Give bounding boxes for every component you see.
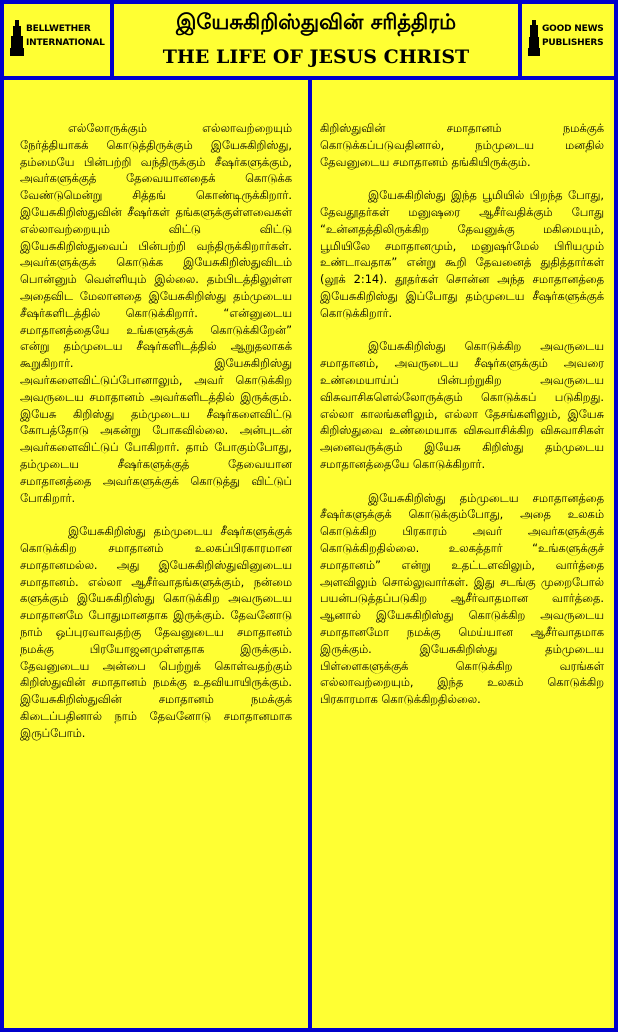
right-column — [312, 80, 614, 1028]
bellwether-logo — [4, 4, 110, 76]
good-news-line2: PUBLISHERS — [542, 38, 604, 48]
good-news-publishers-logo — [522, 4, 614, 76]
title-box — [114, 4, 518, 76]
page-title-english: THE LIFE OF JESUS CHRIST — [162, 46, 470, 68]
page-title-tamil: இயேசுகிறிஸ்துவின் சரித்திரம் — [175, 10, 457, 34]
lamp-figure-icon — [528, 18, 540, 58]
right-column-text — [320, 120, 604, 725]
good-news-line1: GOOD NEWS — [542, 24, 604, 34]
bellwether-logo-text — [26, 22, 105, 50]
paragraph: எல்லோருக்கும் எல்லாவற்றையும் நேர்த்தியாகக் கொடுத்திருக்கும் இயேசுகிறிஸ்து, தம்மையே பின்பற்றி வந்திருக்கும் சீஷர்களுக்கும், அவர்களுக்குத் தேவையானதைக் கொடுக்க வேண்டுமென்று சித்தங் கொண்டிருக்கிறார். இயேசுகிறிஸ்துவின் சீஷர்கள் தங்களுக்குள்ளவைகள் எல்லாவற்றையும் விட்டு விட்டு இயேசுகிறிஸ்துவைப் பின்பற்றி வந்திருக்கிறார்கள். அவர்களுக்குக் கொடுக்க இயேசுகிறிஸ்துவிடம் பொன்னும் வெள்ளியும் இல்லை. தம்பிடத்திலுள்ள அதைவிட மேலானதை இயேசுகிறிஸ்து தம்முடைய சீஷர்களிடத்தில் கொடுக்கிறார். “என்னுடைய சமாதானத்தையே உங்களுக்குக் கொடுக்கிறேன்” என்று தம்முடைய சீஷர்களிடத்தில் ஆறுதலாகக் கூறுகிறார். இயேசுகிறிஸ்து அவர்களைவிட்டுப்போனாலும், அவர் கொடுக்கிற அவருடைய சமாதானம் அவர்களிடத்தில் இருக்கும். இயேசு கிறிஸ்து தம்முடைய சீஷர்களைவிட்டு கோபத்தோடு அகன்று போகவில்லை. அன்புடன் அவர்களைவிட்டுப் போகிறார். தாம் போகும்போது, தம்முடைய சீஷர்களுக்குத் தேவையான சமாதானத்தை அவர்களுக்குக் கொடுத்து விட்டுப் போகிறார். — [20, 121, 292, 505]
sheep-figure-icon — [10, 18, 24, 58]
paragraph: இயேசுகிறிஸ்து கொடுக்கிற அவருடைய சமாதானம், அவருடைய சீஷர்களுக்கும் அவரை உண்மையாய்ப் பின்பற்றுகிற அவருடைய விசுவாசிகளெல்லோருக்கும் கொடுக்கப் படுகிறது. எல்லா காலங்களிலும், எல்லா தேசங்களிலும், இயேசு கிறிஸ்துவை உண்மையாக விசுவாசிக்கிற விசுவாசிகள் அனைவருக்கும் இயேசு கிறிஸ்து தம்முடைய சமாதானத்தையே கொடுக்கிறார். — [320, 339, 604, 471]
good-news-logo-text — [542, 22, 604, 50]
bellwether-line1: BELLWETHER — [26, 24, 91, 34]
left-column-text — [20, 120, 292, 758]
paragraph: இயேசுகிறிஸ்து தம்முடைய சீஷர்களுக்குக் கொடுக்கிற சமாதானம் உலகப்பிரகாரமான சமாதானமல்ல. அது இயேசுகிறிஸ்துவினுடைய சமாதானம். எல்லா ஆசீர்வாதங்களுக்கும், நன்மை களுக்கும் இயேசுகிறிஸ்து கொடுக்கிற அவருடைய சமாதானமே போதுமானதாக இருக்கும். தேவனோடு நாம் ஒப்புரவாவதற்கு தேவனுடைய சமாதானம் நமக்கு பிரயோஜனமுள்ளதாக இருக்கும். தேவனுடைய அன்பை பெற்றுக் கொள்வதற்கும் கிறிஸ்துவின் சமாதானம் நமக்கு உதவியாயிருக்கும். இயேசுகிறிஸ்துவின் சமாதானம் நமக்குக் கிடைப்பதினால் நாம் தேவனோடு சமாதானமாக இருப்போம். — [20, 524, 292, 740]
paragraph: இயேசுகிறிஸ்து தம்முடைய சமாதானத்தை சீஷர்களுக்குக் கொடுக்கும்போது, அதை உலகம் கொடுக்கிற பிரகாரம் அவர் அவர்களுக்குக் கொடுக்கிறதில்லை. உலகத்தார் “உங்களுக்குச் சமாதானம்” என்று உதட்டளவிலும், வார்த்தை அளவிலும் சொல்லுவார்கள். இது சடங்கு முறைபோல் பயன்படுத்தப்படுகிற ஆசீர்வாதமான வார்த்தை. ஆனால் இயேசுகிறிஸ்து கொடுக்கிற அவருடைய சமாதானமோ நமக்கு மெய்யான ஆசீர்வாதமாக இருக்கும். இயேசுகிறிஸ்து தம்முடைய பிள்ளைகளுக்குக் கொடுக்கிற வரங்கள் எல்லாவற்றையும், இந்த உலகம் கொடுக்கிற பிரகாரமாக கொடுக்கிறதில்லை. — [320, 490, 604, 707]
left-column — [4, 80, 308, 1028]
bellwether-line2: INTERNATIONAL — [26, 38, 105, 48]
paragraph-continuation: கிறிஸ்துவின் சமாதானம் நமக்குக் கொடுக்கப்படுவதினால், நம்முடைய மனதில் தேவனுடைய சமாதானம் தங்கியிருக்கும். — [320, 121, 604, 169]
paragraph: இயேசுகிறிஸ்து இந்த பூமியில் பிறந்த போது, தேவதூதர்கள் மனுஷரை ஆசீர்வதிக்கும் போது “உன்னதத்திலிருக்கிற தேவனுக்கு மகிமையும், பூமியிலே சமாதானமும், மனுஷர்மேல் பிரியமும் உண்டாவதாக” என்று கூறி தேவனைத் துதித்தார்கள் (லூக் 2:14). தூதர்கள் சொன்ன அந்த சமாதானத்தை இயேசுகிறிஸ்து இப்போது தம்முடைய சீஷர்களுக்குக் கொடுக்கிறார். — [320, 188, 604, 320]
